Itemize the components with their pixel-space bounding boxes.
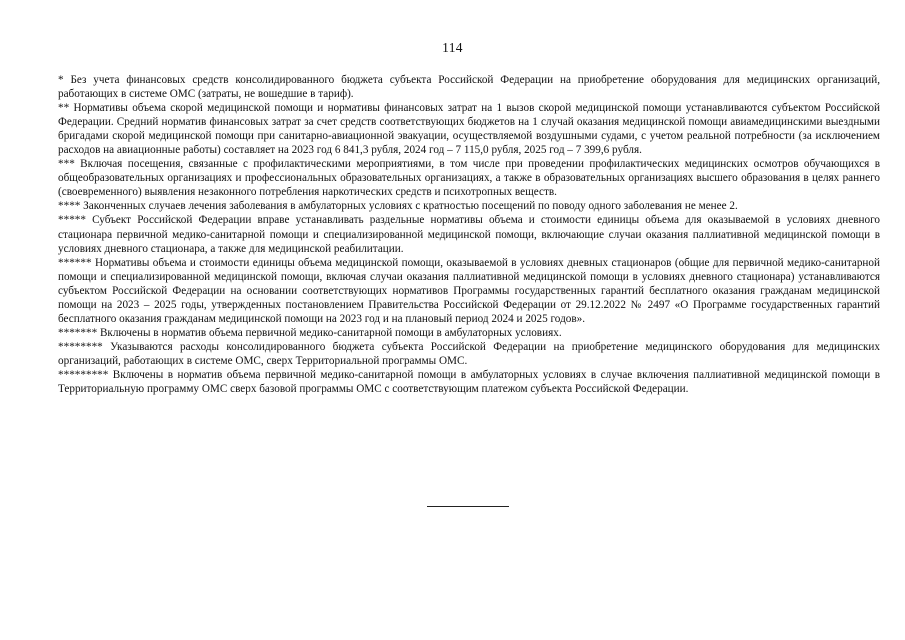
footnote-2: ** Нормативы объема скорой медицинской помощи и нормативы финансовых затрат на 1 вызов скорой медицинской помощи устанавливаются субъектом Российской Федерации. Средний норматив финансовых затрат за счет средств соответствующих бюджетов на 1 случай оказания медицинской помощи авиамедицинскими выездными бригадами скорой медицинской помощи при санитарно-авиационной эвакуации, осуществляемой воздушными судами, с учетом реальной потребности (за исключением расходов на авиационные работы) составляет на 2023 год 6 841,3 рубля, 2024 год – 7 115,0 рубля, 2025 год – 7 399,6 рубля. (58, 102, 880, 157)
page-number: 114 (442, 40, 463, 55)
footnote-7: ******* Включены в норматив объема первичной медико-санитарной помощи в амбулаторных условиях. (58, 326, 562, 339)
footnote-4: **** Законченных случаев лечения заболевания в амбулаторных условиях с кратностью посещений по поводу одного заболевания не менее 2. (58, 200, 738, 213)
end-separator-line (427, 506, 509, 507)
footnote-1: * Без учета финансовых средств консолидированного бюджета субъекта Российской Федерации на приобретение оборудования для медицинских организаций, работающих в системе ОМС (затраты, не вошедшие в тариф). (58, 74, 880, 101)
footnote-8: ******** Указываются расходы консолидированного бюджета субъекта Российской Федерации на приобретение медицинского оборудования для медицинских организаций, работающих в системе ОМС, сверх Территориальной программы ОМС. (58, 340, 880, 367)
footnote-6: ****** Нормативы объема и стоимости единицы объема медицинской помощи, оказываемой в условиях дневных стационаров (общие для первичной медико-санитарной помощи и специализированной медицинской помощи, включая случаи оказания паллиативной медицинской помощи в условиях дневного стационара) устанавливаются субъектом Российской Федерации на основании соответствующих нормативов Программы государственных гарантий бесплатного оказания гражданам медицинской помощи на 2023 – 2025 годы, утвержденных постановлением Правительства Российской Федерации от 29.12.2022 № 2497 «О Программе государственных гарантий бесплатного оказания гражданам медицинской помощи на 2023 год и на плановый период 2024 и 2025 годов». (58, 256, 880, 325)
footnotes-block (58, 73, 880, 396)
footnote-9: ********* Включены в норматив объема первичной медико-санитарной помощи в амбулаторных условиях в случае включения паллиативной медицинской помощи в Территориальную программу ОМС сверх базовой программы ОМС с соответствующим платежом субъекта Российской Федерации. (58, 368, 880, 396)
footnote-3: *** Включая посещения, связанные с профилактическими мероприятиями, в том числе при проведении профилактических медицинских осмотров обучающихся в общеобразовательных организациях и профессиональных образовательных организациях, а также в образовательных организациях высшего образования в целях раннего (своевременного) выявления незаконного потребления наркотических средств и психотропных веществ. (58, 158, 880, 199)
footnote-5: ***** Субъект Российской Федерации вправе устанавливать раздельные нормативы объема и стоимости единицы объема для оказываемой в условиях дневного стационара первичной медико-санитарной помощи и специализированной медицинской помощи, включающие случаи оказания паллиативной медицинской помощи в условиях дневного стационара, а также для медицинской реабилитации. (58, 214, 880, 255)
